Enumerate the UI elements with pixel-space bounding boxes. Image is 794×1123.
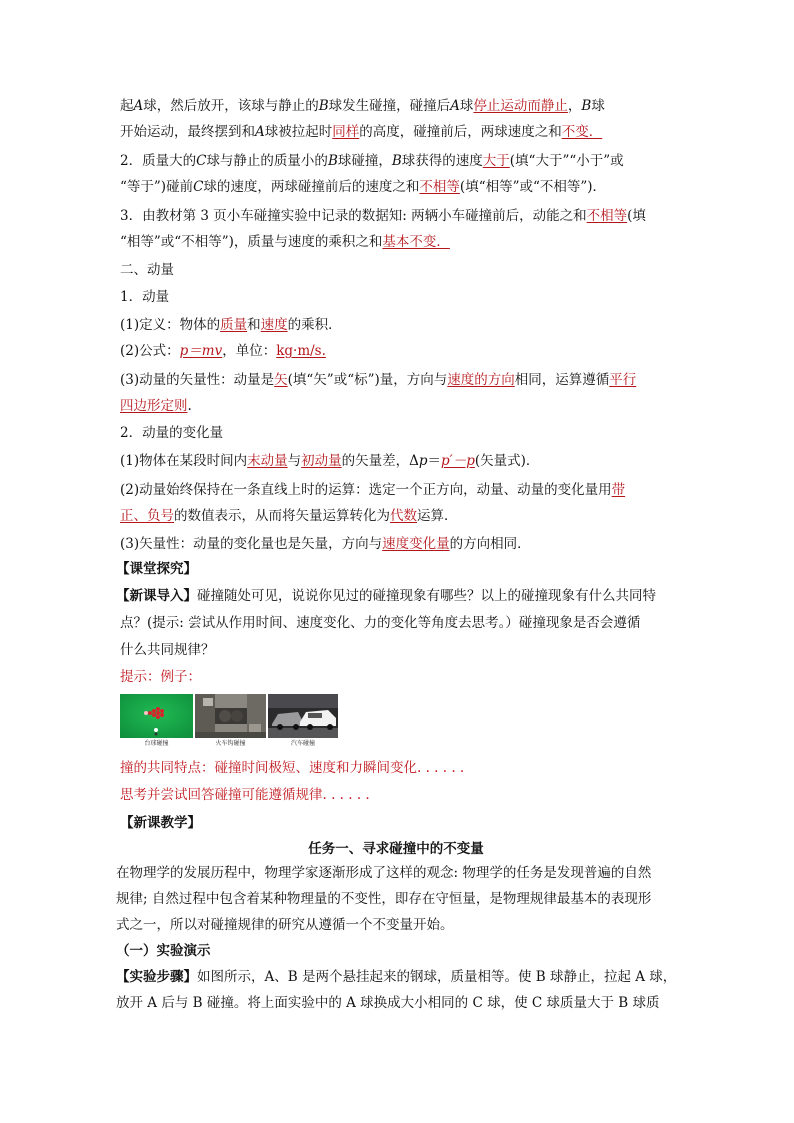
answer-blank: 速度的方向 <box>447 372 515 388</box>
car-crash-photo-icon <box>268 694 338 738</box>
answer-blank: 停止运动而静止 <box>473 98 568 114</box>
think-line: 思考并尝试回答碰撞可能遵循规律. . . . . . <box>120 787 370 803</box>
photo-caption: 火车钩碰撞 <box>215 740 246 747</box>
answer-blank: 正、负号 <box>120 508 174 524</box>
intro-line1: 【新课导入】碰撞随处可见，说说你见过的碰撞现象有哪些？以上的碰撞现象有什么共同特 <box>116 588 656 604</box>
demo-heading: （一）实验演示 <box>116 943 211 959</box>
change-line1: (1)物体在某段时间内末动量与初动量的矢量差，Δp＝p′－p(矢量式)． <box>120 453 540 469</box>
train-coupler-photo-icon <box>195 694 266 738</box>
answer-blank: 基本不变． <box>382 234 450 250</box>
answer-blank: 不变． <box>561 124 603 140</box>
momentum-vector-line1: (3)动量的矢量性：动量是矢(填“矢”或“标”)量，方向与速度的方向相同，运算遵循平行 <box>120 372 637 388</box>
intro-line2: 点？(提示: 尝试从作用时间、速度变化、力的变化等角度去思考。）碰撞现象是否会遵循 <box>120 615 641 631</box>
answer-blank: 末动量 <box>247 453 288 469</box>
teach-heading: 【新课教学】 <box>120 815 201 831</box>
para3-line1: 3．由教材第 3 页小车碰撞实验中记录的数据知: 两辆小车碰撞前后，动能之和不相等(填 <box>120 208 646 224</box>
steps-line2: 放开 A 后与 B 碰撞。将上面实验中的 A 球换成大小相同的 C 球，使 C 球质量大于 B 球质 <box>116 995 660 1011</box>
para1-line1: 起A球，然后放开，该球与静止的B球发生碰撞，碰撞后A球停止运动而静止，B球 <box>120 98 605 114</box>
para2-line2: “等于”)碰前C球的速度，两球碰撞前后的速度之和不相等(填“相等”或“不相等”)． <box>120 179 607 195</box>
answer-blank: 带 <box>611 482 626 498</box>
photo-caption: 台球碰撞 <box>144 740 169 747</box>
answer-blank: 速度 <box>260 317 288 333</box>
answer-blank: 四边形定则 <box>120 398 188 414</box>
para1-line2: 开始运动，最终摆到和A球被拉起时同样的高度，碰撞前后，两球速度之和不变． <box>120 124 603 140</box>
change-line3: 正、负号的数值表示，从而将矢量运算转化为代数运算． <box>120 508 458 524</box>
change-line4: (3)矢量性：动量的变化量也是矢量，方向与速度变化量的方向相同． <box>120 536 531 552</box>
answer-blank: 代数 <box>390 508 417 524</box>
task1-title: 任务一、寻求碰撞中的不变量 <box>308 841 484 857</box>
section-heading: 二、动量 <box>120 262 174 278</box>
answer-blank: 同样 <box>332 124 360 140</box>
answer-blank: kg·m/s. <box>276 343 326 359</box>
answer-blank: 质量 <box>220 317 248 333</box>
history-line3: 式之一，所以对碰撞规律的研究从遵循一个不变量开始。 <box>116 917 454 933</box>
change-line2: (2)动量始终保持在一条直线上时的运算：选定一个正方向，动量、动量的变化量用带 <box>120 482 626 498</box>
para3-line2: “相等”或“不相等”)，质量与速度的乘积之和基本不变． <box>120 234 450 250</box>
photo-caption: 汽车碰撞 <box>290 740 315 747</box>
para2-line1: 2．质量大的C球与静止的质量小的B球碰撞，B球获得的速度大于(填“大于”“小于”或 <box>120 153 624 169</box>
collision-photos <box>120 694 338 748</box>
answer-blank: 不相等 <box>586 208 628 224</box>
momentum-formula: (2)公式：p＝mv，单位：kg·m/s. <box>120 343 326 359</box>
history-line1: 在物理学的发展历程中，物理学家逐渐形成了这样的观念: 物理学的任务是发现普遍的自然 <box>116 865 652 881</box>
intro-line3: 什么共同规律？ <box>120 642 215 658</box>
steps-line1: 【实验步骤】如图所示，A、B 是两个悬挂起来的钢球，质量相等。使 B 球静止，拉起 A 球， <box>116 969 677 985</box>
answer-blank: p＝mv <box>179 343 223 359</box>
answer-blank: 平行 <box>609 372 637 388</box>
feature-line: 撞的共同特点：碰撞时间极短、速度和力瞬间变化. . . . . . <box>120 760 465 776</box>
history-line2: 规律; 自然过程中包含着某种物理量的不变性，即存在守恒量，是物理规律最基本的表现形 <box>116 891 652 907</box>
hint-label: 提示：例子： <box>120 669 201 685</box>
billiards-photo-icon <box>120 694 193 738</box>
answer-blank: 速度变化量 <box>382 536 450 552</box>
explore-heading: 【课堂探究】 <box>116 561 197 577</box>
answer-blank: p′－p <box>441 453 475 469</box>
answer-blank: 大于 <box>482 153 510 169</box>
subsection-heading: 2．动量的变化量 <box>120 425 224 441</box>
momentum-definition: (1)定义：物体的质量和速度的乘积． <box>120 317 342 333</box>
answer-blank: 不相等 <box>419 179 460 195</box>
subsection-heading: 1．动量 <box>120 289 170 305</box>
answer-blank: 矢 <box>274 372 288 388</box>
answer-blank: 初动量 <box>301 453 342 469</box>
momentum-vector-line2: 四边形定则. <box>120 398 192 414</box>
